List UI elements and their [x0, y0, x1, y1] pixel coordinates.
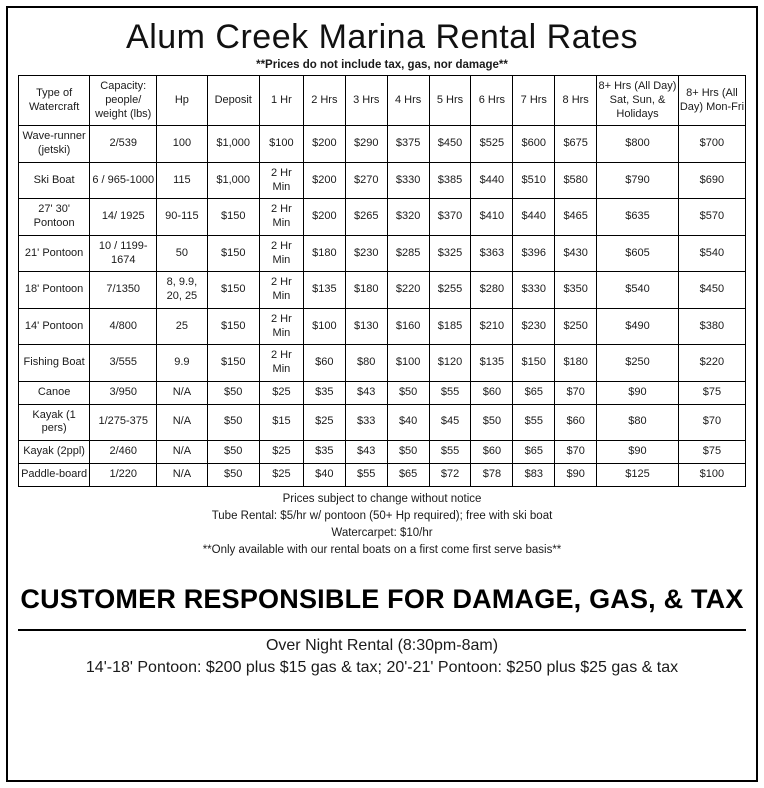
rate-cell: $78 [471, 463, 513, 486]
rate-cell: $60 [471, 381, 513, 404]
rate-cell: $200 [303, 162, 345, 199]
rate-cell: N/A [157, 404, 207, 441]
rate-cell: $83 [513, 463, 555, 486]
rate-cell: $55 [429, 441, 471, 464]
table-row [19, 441, 746, 464]
rate-cell: $50 [207, 381, 259, 404]
rate-cell: $100 [387, 345, 429, 382]
rate-cell: $605 [597, 235, 679, 272]
rate-cell: $100 [259, 126, 303, 163]
rate-cell: $635 [597, 199, 679, 236]
rate-cell: $70 [555, 381, 597, 404]
rate-cell: $185 [429, 308, 471, 345]
table-row [19, 463, 746, 486]
rate-cell: 4/800 [90, 308, 157, 345]
rate-cell: $150 [207, 308, 259, 345]
rate-cell: $255 [429, 272, 471, 309]
rate-cell: 1/220 [90, 463, 157, 486]
rate-cell: $330 [387, 162, 429, 199]
notes-block [18, 491, 746, 560]
rate-cell: $800 [597, 126, 679, 163]
table-row [19, 235, 746, 272]
watercraft-type-cell: 21' Pontoon [19, 235, 90, 272]
rate-cell: $90 [555, 463, 597, 486]
rate-cell: $220 [678, 345, 745, 382]
rate-cell: $280 [471, 272, 513, 309]
rate-cell: $75 [678, 441, 745, 464]
rate-cell: $220 [387, 272, 429, 309]
table-row [19, 199, 746, 236]
rate-cell: $230 [513, 308, 555, 345]
rate-cell: $135 [471, 345, 513, 382]
rate-cell: $430 [555, 235, 597, 272]
rate-cell: $200 [303, 126, 345, 163]
rate-cell: $450 [678, 272, 745, 309]
watercraft-type-cell: Kayak (1 pers) [19, 404, 90, 441]
rate-cell: $55 [429, 381, 471, 404]
rate-cell: $465 [555, 199, 597, 236]
rate-cell: $15 [259, 404, 303, 441]
watercraft-type-cell: Fishing Boat [19, 345, 90, 382]
rate-cell: $600 [513, 126, 555, 163]
table-row [19, 308, 746, 345]
rate-cell: 2 Hr Min [259, 162, 303, 199]
rate-cell: $90 [597, 441, 679, 464]
rate-cell: $50 [387, 441, 429, 464]
rate-cell: $50 [471, 404, 513, 441]
watercraft-type-cell: Wave-runner (jetski) [19, 126, 90, 163]
watercraft-type-cell: Kayak (2ppl) [19, 441, 90, 464]
rate-cell: $25 [303, 404, 345, 441]
rate-cell: $525 [471, 126, 513, 163]
rate-cell: 2/460 [90, 441, 157, 464]
rate-cell: $1,000 [207, 162, 259, 199]
column-header: Type of Watercraft [19, 76, 90, 126]
rate-cell: $200 [303, 199, 345, 236]
rate-cell: $150 [207, 272, 259, 309]
rate-cell: $180 [345, 272, 387, 309]
column-header: Hp [157, 76, 207, 126]
rate-cell: 9.9 [157, 345, 207, 382]
column-header: 6 Hrs [471, 76, 513, 126]
rate-cell: $60 [555, 404, 597, 441]
rate-cell: $65 [513, 441, 555, 464]
rate-cell: $120 [429, 345, 471, 382]
overnight-rental-details: 14'-18' Pontoon: $200 plus $15 gas & tax; 20'-21' Pontoon: $250 plus $25 gas & tax [85, 658, 679, 676]
watercraft-type-cell: 18' Pontoon [19, 272, 90, 309]
rate-cell: $40 [387, 404, 429, 441]
rate-cell: $80 [345, 345, 387, 382]
rate-cell: $35 [303, 441, 345, 464]
rate-cell: 2 Hr Min [259, 308, 303, 345]
rate-cell: $330 [513, 272, 555, 309]
rate-cell: $270 [345, 162, 387, 199]
rate-cell: $43 [345, 441, 387, 464]
rate-cell: $385 [429, 162, 471, 199]
rate-cell: 2 Hr Min [259, 345, 303, 382]
rate-cell: $180 [555, 345, 597, 382]
rate-cell: $125 [597, 463, 679, 486]
column-header: Capacity: people/ weight (lbs) [90, 76, 157, 126]
rate-cell: N/A [157, 381, 207, 404]
rate-cell: N/A [157, 463, 207, 486]
price-disclaimer: **Prices do not include tax, gas, nor damage** [256, 59, 508, 71]
rate-cell: $65 [513, 381, 555, 404]
rate-cell: 1/275-375 [90, 404, 157, 441]
table-row [19, 162, 746, 199]
rate-cell: $230 [345, 235, 387, 272]
rate-cell: $440 [513, 199, 555, 236]
rate-cell: $70 [555, 441, 597, 464]
overnight-rental-section [18, 629, 746, 685]
rate-cell: $70 [678, 404, 745, 441]
rate-cell: 25 [157, 308, 207, 345]
column-header: 7 Hrs [513, 76, 555, 126]
rate-cell: $100 [678, 463, 745, 486]
rate-cell: $55 [345, 463, 387, 486]
rate-cell: $410 [471, 199, 513, 236]
note-line: Watercarpet: $10/hr [331, 527, 433, 539]
rate-cell: $50 [207, 404, 259, 441]
rate-cell: 3/950 [90, 381, 157, 404]
rate-cell: $72 [429, 463, 471, 486]
rate-cell: $490 [597, 308, 679, 345]
rate-cell: $580 [555, 162, 597, 199]
watercraft-type-cell: 27' 30' Pontoon [19, 199, 90, 236]
rate-cell: $100 [303, 308, 345, 345]
note-line: Prices subject to change without notice [282, 492, 482, 505]
rate-cell: 100 [157, 126, 207, 163]
column-header: Deposit [207, 76, 259, 126]
column-header: 2 Hrs [303, 76, 345, 126]
rate-cell: 90-115 [157, 199, 207, 236]
rate-cell: $320 [387, 199, 429, 236]
rate-cell: $43 [345, 381, 387, 404]
rate-cell: $350 [555, 272, 597, 309]
table-row [19, 404, 746, 441]
rate-cell: N/A [157, 441, 207, 464]
rate-cell: $60 [303, 345, 345, 382]
rate-cell: $265 [345, 199, 387, 236]
table-row [19, 381, 746, 404]
rate-cell: $540 [597, 272, 679, 309]
watercraft-type-cell: Paddle-board [19, 463, 90, 486]
note-line: **Only available with our rental boats on a first come first serve basis** [202, 544, 562, 557]
rate-cell: $690 [678, 162, 745, 199]
rental-rates-table [18, 75, 746, 487]
rate-cell: $290 [345, 126, 387, 163]
page-title: Alum Creek Marina Rental Rates [126, 18, 638, 56]
rate-cell: $325 [429, 235, 471, 272]
document-page [6, 6, 758, 782]
rate-cell: $50 [387, 381, 429, 404]
rate-cell: 7/1350 [90, 272, 157, 309]
rate-cell: $50 [207, 441, 259, 464]
rate-cell: $790 [597, 162, 679, 199]
rate-cell: $150 [207, 199, 259, 236]
table-header-row [19, 76, 746, 126]
rate-cell: 50 [157, 235, 207, 272]
rate-cell: 2 Hr Min [259, 272, 303, 309]
rate-cell: 3/555 [90, 345, 157, 382]
rate-cell: $90 [597, 381, 679, 404]
rate-cell: $35 [303, 381, 345, 404]
rate-cell: 8, 9.9, 20, 25 [157, 272, 207, 309]
column-header: 5 Hrs [429, 76, 471, 126]
rate-cell: 115 [157, 162, 207, 199]
table-row [19, 126, 746, 163]
column-header: 3 Hrs [345, 76, 387, 126]
overnight-rental-title: Over Night Rental (8:30pm-8am) [265, 636, 499, 654]
rate-cell: $150 [207, 235, 259, 272]
rate-cell: 10 / 1199-1674 [90, 235, 157, 272]
table-row [19, 345, 746, 382]
rate-cell: $25 [259, 381, 303, 404]
rate-cell: 2 Hr Min [259, 235, 303, 272]
watercraft-type-cell: Ski Boat [19, 162, 90, 199]
rate-cell: $25 [259, 463, 303, 486]
rate-cell: $40 [303, 463, 345, 486]
rate-cell: $285 [387, 235, 429, 272]
rate-cell: $80 [597, 404, 679, 441]
rate-cell: $363 [471, 235, 513, 272]
rate-cell: $370 [429, 199, 471, 236]
rate-cell: 14/ 1925 [90, 199, 157, 236]
rate-cell: $45 [429, 404, 471, 441]
rate-cell: 2/539 [90, 126, 157, 163]
table-row [19, 272, 746, 309]
rate-cell: $180 [303, 235, 345, 272]
rate-cell: 6 / 965-1000 [90, 162, 157, 199]
rate-cell: $150 [207, 345, 259, 382]
rate-cell: $60 [471, 441, 513, 464]
note-line: Tube Rental: $5/hr w/ pontoon (50+ Hp required); free with ski boat [211, 509, 553, 522]
rate-cell: $65 [387, 463, 429, 486]
rate-cell: $250 [597, 345, 679, 382]
rate-cell: $570 [678, 199, 745, 236]
rate-cell: $375 [387, 126, 429, 163]
rate-cell: $450 [429, 126, 471, 163]
rate-cell: $396 [513, 235, 555, 272]
rate-cell: $135 [303, 272, 345, 309]
rate-cell: $75 [678, 381, 745, 404]
column-header: 8+ Hrs (All Day) Sat, Sun, & Holidays [597, 76, 679, 126]
watercraft-type-cell: Canoe [19, 381, 90, 404]
rate-cell: $33 [345, 404, 387, 441]
column-header: 8 Hrs [555, 76, 597, 126]
rate-cell: $160 [387, 308, 429, 345]
rate-cell: $250 [555, 308, 597, 345]
rate-cell: $380 [678, 308, 745, 345]
rate-cell: 2 Hr Min [259, 199, 303, 236]
rate-cell: $210 [471, 308, 513, 345]
rate-cell: $50 [207, 463, 259, 486]
rate-cell: $150 [513, 345, 555, 382]
rate-cell: $540 [678, 235, 745, 272]
rate-cell: $700 [678, 126, 745, 163]
rate-cell: $55 [513, 404, 555, 441]
responsibility-banner: CUSTOMER RESPONSIBLE FOR DAMAGE, GAS, & TAX [20, 583, 744, 614]
rate-cell: $25 [259, 441, 303, 464]
rate-cell: $1,000 [207, 126, 259, 163]
rate-cell: $440 [471, 162, 513, 199]
rate-cell: $510 [513, 162, 555, 199]
column-header: 4 Hrs [387, 76, 429, 126]
column-header: 8+ Hrs (All Day) Mon-Fri [678, 76, 745, 126]
rate-cell: $130 [345, 308, 387, 345]
column-header: 1 Hr [259, 76, 303, 126]
watercraft-type-cell: 14' Pontoon [19, 308, 90, 345]
rate-cell: $675 [555, 126, 597, 163]
